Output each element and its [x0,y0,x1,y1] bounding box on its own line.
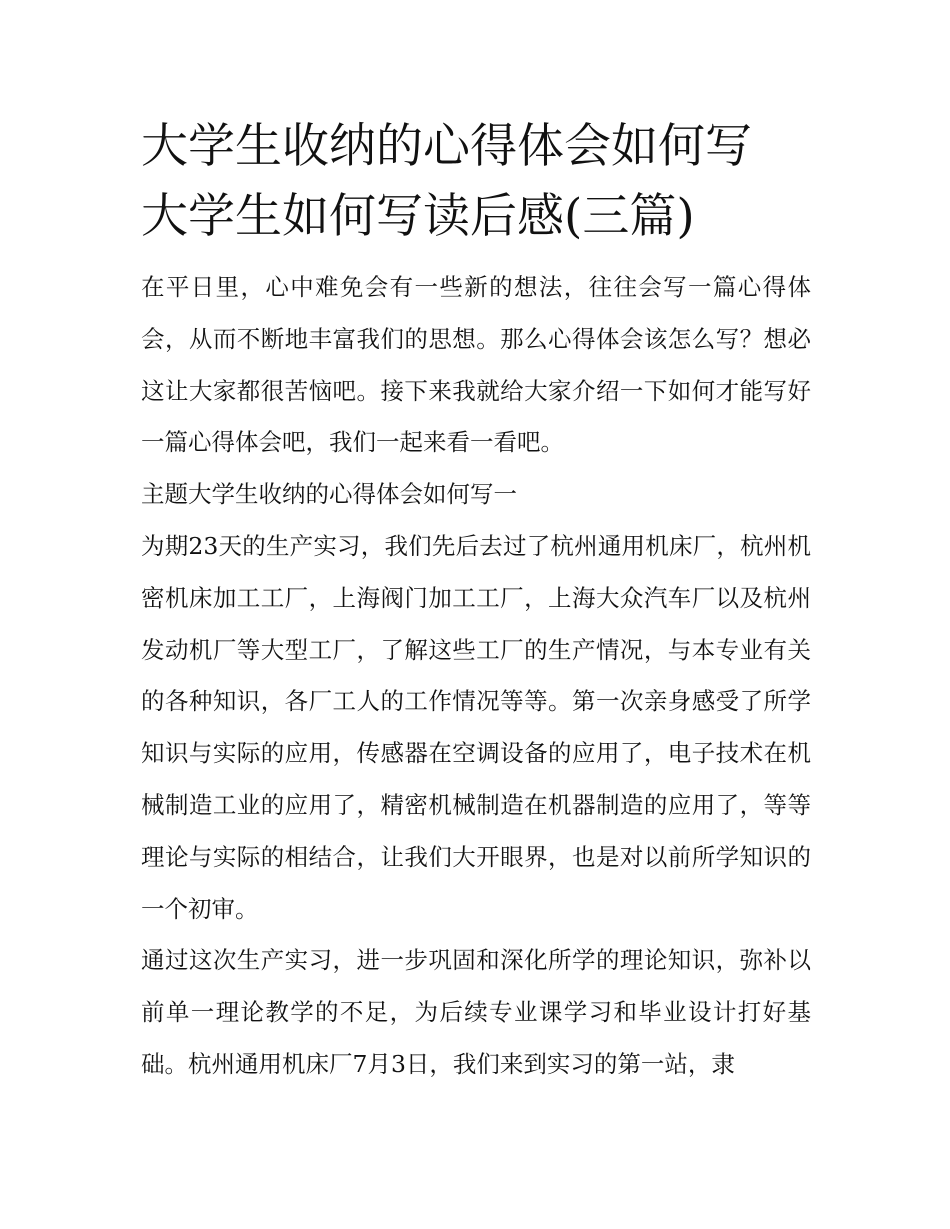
intro-paragraph: 在平日里，心中难免会有一些新的想法，往往会写一篇心得体会，从而不断地丰富我们的思想。那么心得体会该怎么写？想必这让大家都很苦恼吧。接下来我就给大家介绍一下如何才能写好一篇心得体会吧，我们一起来看一看吧。 [141,273,811,457]
section-heading: 主题大学生收纳的心得体会如何写一 [141,480,517,509]
title-line-2: 大学生如何写读后感(三篇) [141,189,695,244]
document-title [141,112,811,252]
document-body [141,112,811,1091]
body-paragraph-2: 通过这次生产实习，进一步巩固和深化所学的理论知识，弥补以前单一理论教学的不足，为后续专业课学习和毕业设计打好基础。杭州通用机床厂7月3日，我们来到实习的第一站，隶 [141,946,811,1078]
title-line-1: 大学生收纳的心得体会如何写 [141,119,752,174]
body-paragraph-1: 为期23天的生产实习，我们先后去过了杭州通用机床厂，杭州机密机床加工工厂，上海阀门加工工厂，上海大众汽车厂以及杭州发动机厂等大型工厂，了解这些工厂的生产情况，与本专业有关的各种知识，各厂工人的工作情况等等。第一次亲身感受了所学知识与实际的应用，传感器在空调设备的应用了，电子技术在机械制造工业的应用了，精密机械制造在机器制造的应用了，等等理论与实际的相结合，让我们大开眼界，也是对以前所学知识的一个初审。 [141,531,811,923]
